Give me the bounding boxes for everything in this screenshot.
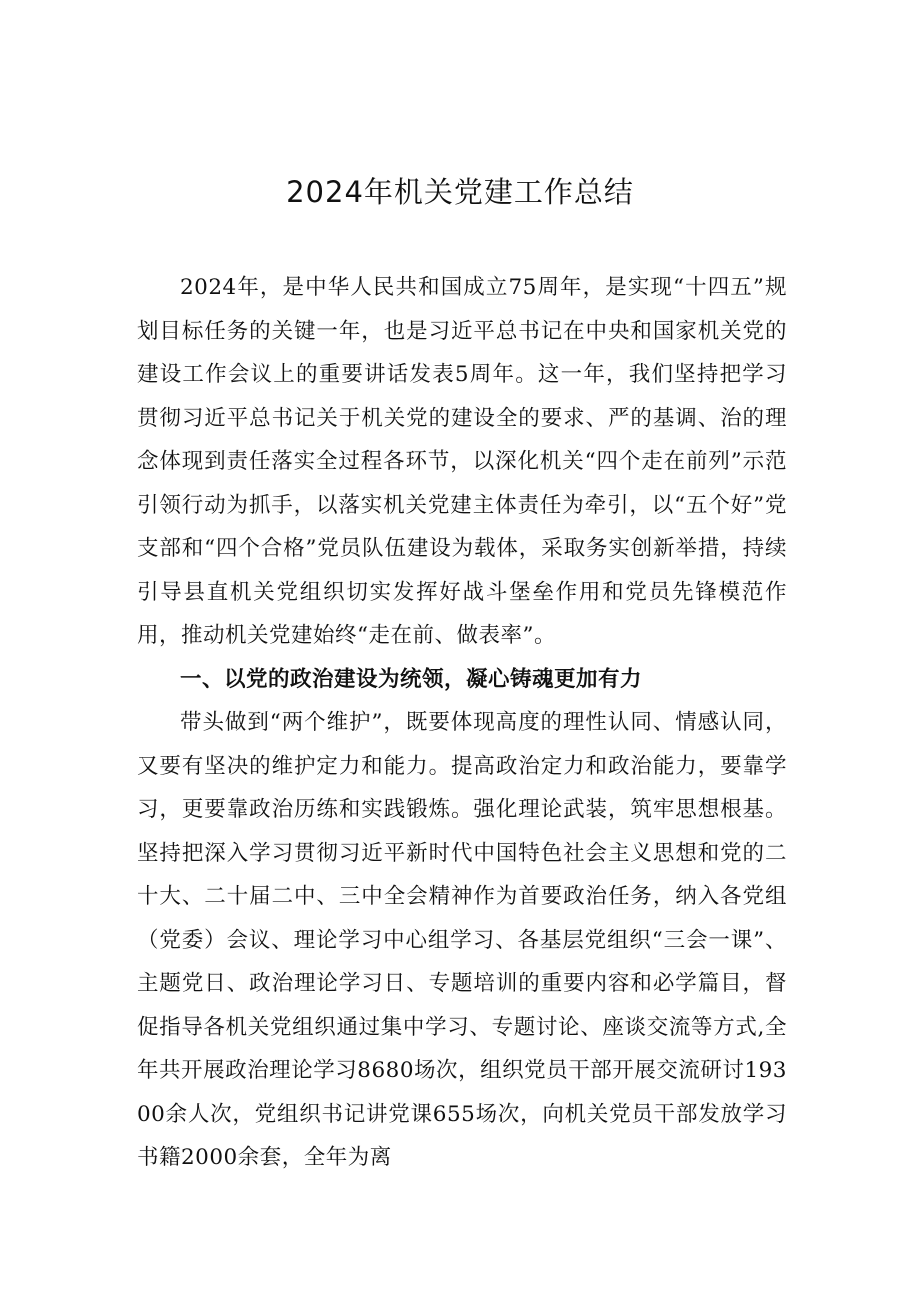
document-title: 2024年机关党建工作总结 xyxy=(286,175,634,209)
intro-paragraph: 2024年，是中华人民共和国成立75周年，是实现“十四五”规划目标任务的关键一年，也是习近平总书记在中央和国家机关党的建设工作会议上的重要讲话发表5周年。这一年，我们坚持把学习贯彻习近平总书记关于机关党的建设全的要求、严的基调、治的理念体现到责任落实全过程各环节，以深化机关“四个走在前列”示范引领行动为抓手，以落实机关党建主体责任为牵引，以“五个好”党支部和“四个合格”党员队伍建设为载体，采取务实创新举措，持续引导县直机关党组织切实发挥好战斗堡垒作用和党员先锋模范作用，推动机关党建始终“走在前、做表率”。 xyxy=(137,275,787,648)
document-body xyxy=(137,266,787,1180)
section-heading-1: 一、以党的政治建设为统领，凝心铸魂更加有力 xyxy=(180,666,643,692)
section-1-paragraph: 带头做到“两个维护”，既要体现高度的理性认同、情感认同，又要有坚决的维护定力和能力。提高政治定力和政治能力，要靠学习，更要靠政治历练和实践锻炼。强化理论武装，筑牢思想根基。坚持把深入学习贯彻习近平新时代中国特色社会主义思想和党的二十大、二十届二中、三中全会精神作为首要政治任务，纳入各党组（党委）会议、理论学习中心组学习、各基层党组织“三会一课”、主题党日、政治理论学习日、专题培训的重要内容和必学篇目，督促指导各机关党组织通过集中学习、专题讨论、座谈交流等方式,全年共开展政治理论学习8680场次，组织党员干部开展交流研讨19300余人次，党组织书记讲党课655场次，向机关党员干部发放学习书籍2000余套，全年为离 xyxy=(137,710,787,1170)
